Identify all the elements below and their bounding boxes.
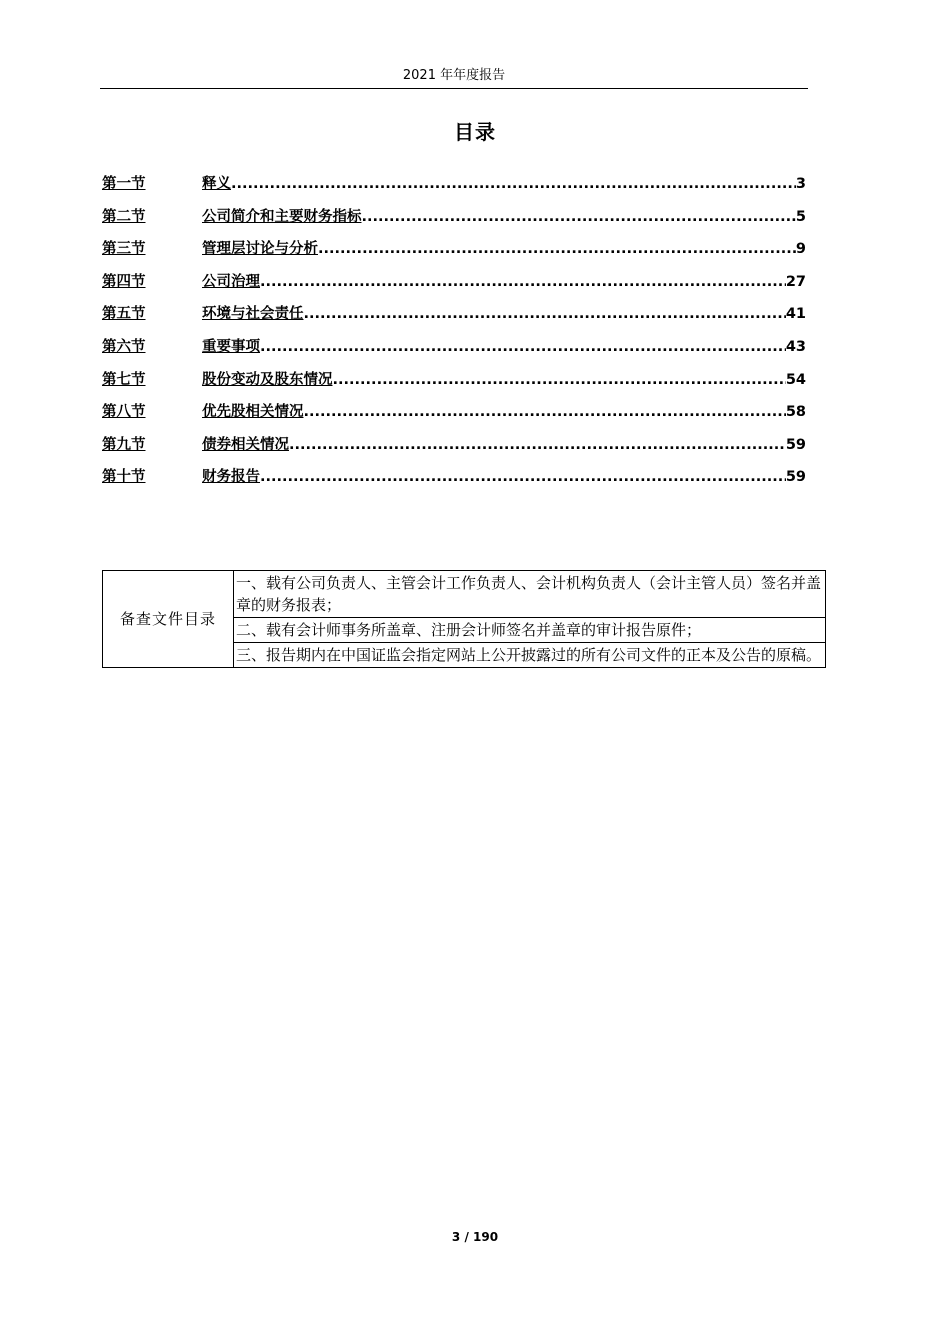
toc-entry[interactable] — [102, 239, 806, 272]
toc-entry[interactable] — [102, 174, 806, 207]
table-row — [103, 571, 826, 618]
toc-section-number[interactable]: 第一节 — [102, 176, 146, 192]
toc-leader-dots — [260, 272, 786, 292]
toc-leader-dots — [260, 337, 786, 357]
toc-leader-dots — [260, 467, 786, 487]
toc-page-number[interactable]: 3 — [795, 176, 806, 192]
toc-page-number[interactable]: 5 — [795, 208, 806, 225]
table-of-contents — [102, 174, 806, 500]
toc-section-number[interactable]: 第三节 — [102, 241, 146, 258]
toc-section-number[interactable]: 第九节 — [102, 436, 146, 453]
toc-section-number[interactable]: 第十节 — [102, 469, 146, 486]
toc-section-number[interactable]: 第二节 — [102, 208, 146, 225]
toc-section-title[interactable]: 环境与社会责任 — [202, 306, 304, 323]
page-header: 2021 年年度报告 — [100, 66, 808, 89]
toc-section-title[interactable]: 财务报告 — [202, 469, 260, 486]
toc-leader-dots — [289, 435, 786, 455]
reference-documents-label: 备查文件目录 — [103, 571, 234, 668]
toc-section-title[interactable]: 释义 — [202, 176, 231, 192]
toc-leader-dots — [362, 207, 796, 227]
toc-page-number[interactable]: 9 — [795, 241, 806, 258]
toc-page-number[interactable]: 43 — [785, 338, 806, 355]
toc-page-number[interactable]: 59 — [785, 436, 806, 453]
toc-section-number[interactable]: 第七节 — [102, 371, 146, 388]
toc-entry[interactable] — [102, 370, 806, 403]
reference-documents-table — [102, 570, 826, 668]
toc-entry[interactable] — [102, 272, 806, 305]
toc-page-number[interactable]: 27 — [785, 273, 806, 290]
toc-entry[interactable] — [102, 402, 806, 435]
toc-leader-dots — [304, 304, 786, 324]
toc-page-number[interactable]: 41 — [785, 306, 806, 323]
toc-entry[interactable] — [102, 467, 806, 500]
toc-entry[interactable] — [102, 304, 806, 337]
toc-leader-dots — [318, 239, 796, 259]
reference-document-item: 二、载有会计师事务所盖章、注册会计师签名并盖章的审计报告原件； — [234, 618, 826, 643]
toc-page-number[interactable]: 54 — [785, 371, 806, 388]
page-title: 目录 — [454, 120, 496, 144]
toc-section-title[interactable]: 公司治理 — [202, 273, 260, 290]
toc-section-title[interactable]: 公司简介和主要财务指标 — [202, 208, 362, 225]
toc-section-title[interactable]: 重要事项 — [202, 338, 260, 355]
toc-leader-dots — [231, 174, 796, 194]
toc-section-number[interactable]: 第五节 — [102, 306, 146, 323]
toc-entry[interactable] — [102, 337, 806, 370]
reference-document-item: 一、载有公司负责人、主管会计工作负责人、会计机构负责人（会计主管人员）签名并盖章的财务报表； — [234, 571, 826, 618]
toc-leader-dots — [304, 402, 786, 422]
toc-leader-dots — [333, 370, 786, 390]
toc-section-number[interactable]: 第八节 — [102, 404, 146, 421]
toc-section-title[interactable]: 优先股相关情况 — [202, 404, 304, 421]
toc-page-number[interactable]: 59 — [785, 469, 806, 486]
toc-section-number[interactable]: 第四节 — [102, 273, 146, 290]
toc-entry[interactable] — [102, 207, 806, 240]
toc-section-title[interactable]: 股份变动及股东情况 — [202, 371, 333, 388]
page-number-indicator: 3 / 190 — [451, 1230, 499, 1244]
toc-section-title[interactable]: 债券相关情况 — [202, 436, 289, 453]
toc-page-number[interactable]: 58 — [785, 404, 806, 421]
toc-section-title[interactable]: 管理层讨论与分析 — [202, 241, 318, 258]
toc-section-number[interactable]: 第六节 — [102, 338, 146, 355]
reference-document-item: 三、报告期内在中国证监会指定网站上公开披露过的所有公司文件的正本及公告的原稿。 — [234, 643, 826, 668]
toc-entry[interactable] — [102, 435, 806, 468]
